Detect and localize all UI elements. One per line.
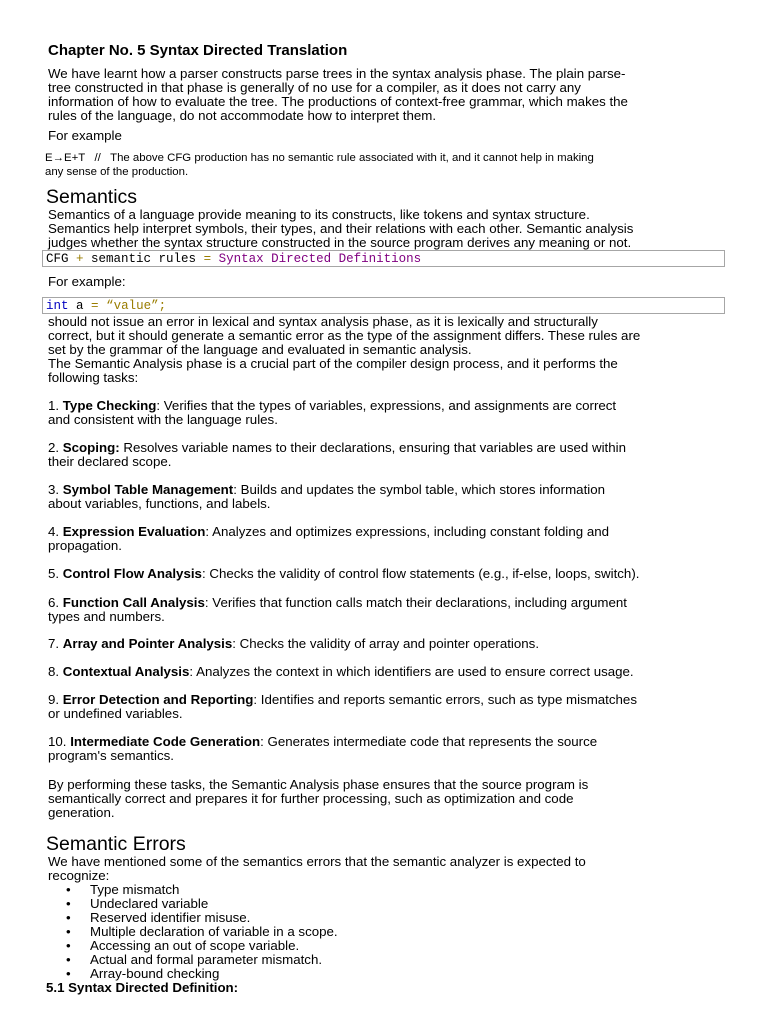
list-item-text: Reserved identifier misuse. <box>90 910 251 925</box>
task-number: 5. <box>48 566 60 581</box>
task-number: 4. <box>48 524 60 539</box>
task-separator: : <box>201 566 206 581</box>
task-number: 3. <box>48 482 60 497</box>
task-number: 7. <box>48 636 60 651</box>
task-description-continued: their declared scope. <box>48 454 172 469</box>
bullet-icon: • <box>66 966 71 981</box>
task-line <box>48 399 719 413</box>
task-title: Scoping: <box>62 440 120 455</box>
bullet-icon: • <box>66 896 71 911</box>
list-item <box>48 967 338 981</box>
code-token: CFG <box>46 252 77 266</box>
production-line <box>45 151 725 165</box>
task-item <box>48 441 719 469</box>
subsection-heading: 5.1 Syntax Directed Definition: <box>46 980 239 995</box>
intro-line: We have learnt how a parser constructs parse trees in the syntax analysis phase. The plain parse- <box>48 66 626 81</box>
bullet-icon: • <box>66 938 71 953</box>
task-title: Function Call Analysis <box>62 595 205 610</box>
task-description-continued: types and numbers. <box>48 609 165 624</box>
bullet-icon: • <box>66 952 71 967</box>
list-item-text: Accessing an out of scope variable. <box>90 938 300 953</box>
task-description-continued: program's semantics. <box>48 748 174 763</box>
task-description: Analyzes the context in which identifiers are used to ensure correct usage. <box>193 664 634 679</box>
production-comment: // The above CFG production has no semantic rule associated with it, and it cannot help in making <box>94 152 594 164</box>
task-description: Verifies that function calls match their declarations, including argument <box>208 595 627 610</box>
task-description: Checks the validity of array and pointer operations. <box>235 636 540 651</box>
code-operator: + <box>76 252 84 266</box>
list-item <box>48 953 338 967</box>
semantic-errors-intro <box>48 855 719 883</box>
code-token: semantic rules <box>83 252 204 266</box>
list-item-text: Type mismatch <box>90 882 180 897</box>
task-item <box>48 567 719 581</box>
errors-intro-line: We have mentioned some of the semantics errors that the semantic analyzer is expected to <box>48 854 586 869</box>
list-item <box>48 939 338 953</box>
task-title: Control Flow Analysis <box>62 566 202 581</box>
semantics-line: judges whether the syntax structure constructed in the source program derives any meaning or not. <box>48 235 632 250</box>
conclusion-line: generation. <box>48 805 115 820</box>
task-item <box>48 596 719 624</box>
conclusion-line: semantically correct and prepares it for further processing, such as optimization and code <box>48 791 574 806</box>
code-token-highlight: Syntax Directed Definitions <box>211 252 422 266</box>
task-item <box>48 483 719 511</box>
task-description-continued: and consistent with the language rules. <box>48 412 278 427</box>
task-number: 2. <box>48 440 60 455</box>
task-separator: : <box>204 595 209 610</box>
conclusion-paragraph <box>48 778 719 820</box>
task-description: Verifies that the types of variables, expressions, and assignments are correct <box>160 398 617 413</box>
production-example <box>45 151 725 179</box>
list-item <box>48 911 338 925</box>
explanation-line: should not issue an error in lexical and syntax analysis phase, as it is lexically and structurally <box>48 314 598 329</box>
explanation-line: following tasks: <box>48 370 139 385</box>
list-item <box>48 897 338 911</box>
task-separator: : <box>189 664 194 679</box>
task-separator: : <box>205 524 210 539</box>
intro-line: tree constructed in that phase is generally of no use for a compiler, as it does not carry any <box>48 80 581 95</box>
task-number: 9. <box>48 692 60 707</box>
task-separator: : <box>253 692 258 707</box>
list-item <box>48 883 338 897</box>
task-description: Analyzes and optimizes expressions, including constant folding and <box>209 524 610 539</box>
production-comment-continued: any sense of the production. <box>45 166 189 178</box>
task-line <box>48 637 719 651</box>
semantics-line: Semantics of a language provide meaning to its constructs, like tokens and syntax structure. <box>48 207 590 222</box>
list-item-text: Undeclared variable <box>90 896 209 911</box>
task-separator: : <box>156 398 161 413</box>
task-item <box>48 693 719 721</box>
semantics-line: Semantics help interpret symbols, their types, and their relations with each other. Semantic analysis <box>48 221 634 236</box>
task-description: Resolves variable names to their declarations, ensuring that variables are used within <box>119 440 626 455</box>
intro-paragraph <box>48 67 719 123</box>
list-item-text: Actual and formal parameter mismatch. <box>90 952 323 967</box>
code-operator: = <box>203 252 212 266</box>
code-token: a <box>68 299 92 313</box>
section-heading-semantic-errors: Semantic Errors <box>46 833 186 855</box>
production-rule: E→E+T <box>45 152 85 164</box>
intro-line: rules of the language, do not accommodate how to interpret them. <box>48 108 437 123</box>
explanation-line: set by the grammar of the language and evaluated in semantic analysis. <box>48 342 472 357</box>
task-separator: : <box>233 482 237 497</box>
for-example-label: For example <box>48 128 122 143</box>
explanation-line: correct, but it should generate a semantic error as the type of the assignment differs. These rules are <box>48 328 641 343</box>
task-title: Array and Pointer Analysis <box>62 636 233 651</box>
task-title: Expression Evaluation <box>62 524 206 539</box>
code-operator: = <box>91 299 99 313</box>
for-example-label-2: For example: <box>48 274 126 289</box>
task-description-continued: propagation. <box>48 538 122 553</box>
task-line <box>48 693 719 707</box>
task-item <box>48 637 719 651</box>
task-description: Checks the validity of control flow statements (e.g., if-else, loops, switch). <box>205 566 640 581</box>
code-block-sdd-formula <box>42 250 725 267</box>
intro-line: information of how to evaluate the tree. The productions of context-free grammar, which makes the <box>48 94 628 109</box>
task-description-continued: or undefined variables. <box>48 706 183 721</box>
code-block-int-assignment <box>42 297 725 314</box>
code-space <box>99 299 107 313</box>
bullet-icon: • <box>66 924 71 939</box>
task-number: 6. <box>48 595 60 610</box>
errors-intro-line: recognize: <box>48 868 110 883</box>
semantics-explanation <box>48 315 719 385</box>
task-item <box>48 525 719 553</box>
bullet-icon: • <box>66 910 71 925</box>
code-string: “value” <box>106 299 159 313</box>
code-semicolon: ; <box>158 299 167 313</box>
code-keyword: int <box>46 299 69 313</box>
semantic-errors-list <box>48 883 338 981</box>
list-item-text: Array-bound checking <box>90 966 220 981</box>
task-number: 10. <box>48 734 67 749</box>
task-description-continued: about variables, functions, and labels. <box>48 496 271 511</box>
task-line <box>48 596 719 610</box>
task-item <box>48 665 719 679</box>
task-description: Identifies and reports semantic errors, such as type mismatches <box>257 692 637 707</box>
task-line <box>48 735 719 749</box>
list-item-text: Multiple declaration of variable in a scope. <box>90 924 338 939</box>
task-separator: : <box>260 734 264 749</box>
bullet-icon: • <box>66 882 71 897</box>
task-line <box>48 441 719 455</box>
task-description: Builds and updates the symbol table, which stores information <box>236 482 606 497</box>
task-title: Contextual Analysis <box>62 664 190 679</box>
explanation-line: The Semantic Analysis phase is a crucial part of the compiler design process, and it performs the <box>48 356 618 371</box>
semantics-paragraph <box>48 208 719 250</box>
task-title: Intermediate Code Generation <box>70 734 261 749</box>
task-title: Error Detection and Reporting <box>62 692 254 707</box>
task-item <box>48 399 719 427</box>
task-description: Generates intermediate code that represents the source <box>263 734 598 749</box>
task-line <box>48 567 719 581</box>
task-number: 1. <box>48 398 60 413</box>
task-line <box>48 525 719 539</box>
task-title: Type Checking <box>62 398 157 413</box>
chapter-title: Chapter No. 5 Syntax Directed Translation <box>48 42 348 59</box>
task-line <box>48 665 719 679</box>
task-separator: : <box>232 636 236 651</box>
conclusion-line: By performing these tasks, the Semantic Analysis phase ensures that the source program is <box>48 777 589 792</box>
task-line <box>48 483 719 497</box>
task-title: Symbol Table Management <box>62 482 234 497</box>
task-item <box>48 735 719 763</box>
section-heading-semantics: Semantics <box>46 186 138 208</box>
list-item <box>48 925 338 939</box>
task-number: 8. <box>48 664 60 679</box>
